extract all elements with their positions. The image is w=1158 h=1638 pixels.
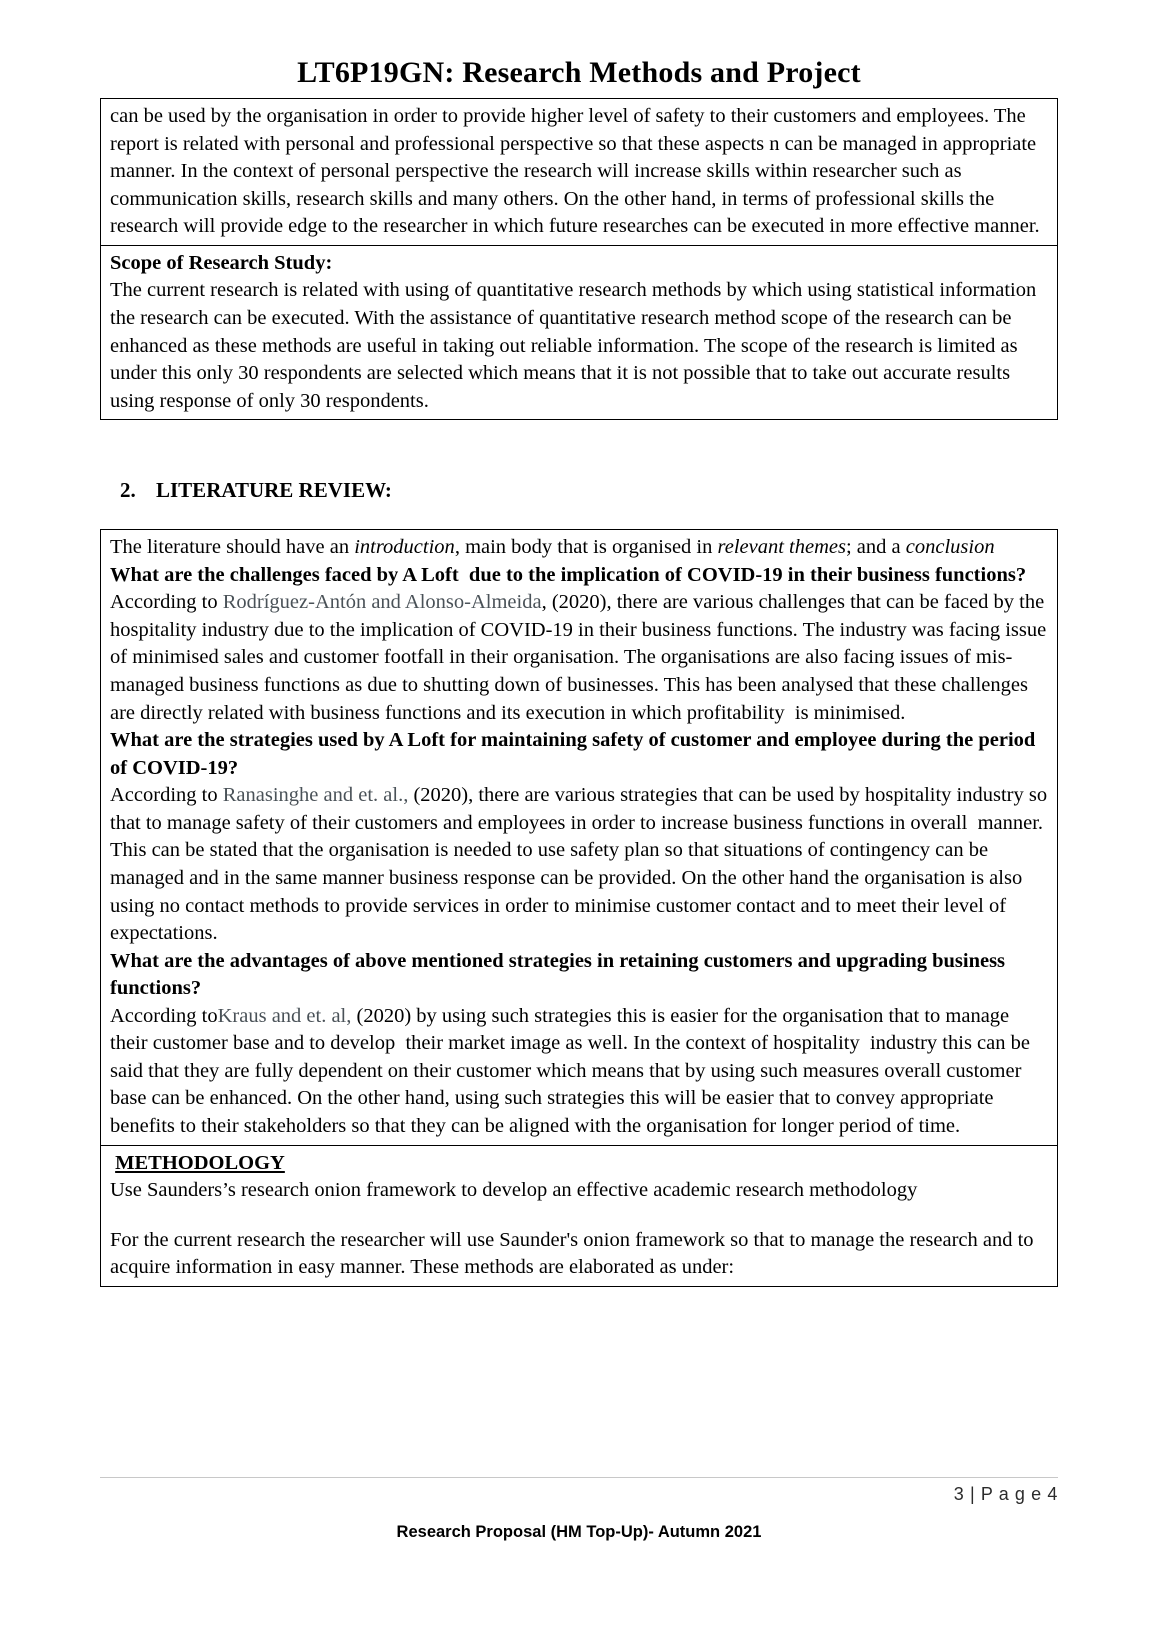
answer-3-prefix: According to	[110, 1004, 218, 1027]
question-2: What are the strategies used by A Loft for maintaining safety of customer and employee during the period of COVID-19?	[110, 729, 1041, 779]
footer-divider	[100, 1477, 1058, 1478]
footer-separator: |	[969, 1484, 976, 1504]
document-content	[0, 98, 1158, 1287]
guidance-part-2: , main body that is organised in	[454, 536, 718, 559]
answer-3	[110, 1003, 1049, 1141]
answer-1	[110, 589, 1052, 727]
intro-scope-box	[100, 98, 1058, 420]
citation-rodriguez-anton: Rodríguez-Antón and Alonso-Almeida	[222, 591, 542, 614]
literature-body-cell	[101, 530, 1057, 1145]
literature-review-number: 2.	[120, 478, 136, 503]
methodology-heading: METHODOLOGY	[115, 1151, 285, 1174]
footer-page-number: 3	[953, 1484, 965, 1504]
question-1: What are the challenges faced by A Loft due to the implication of COVID-19 in their business functions?	[110, 563, 1027, 586]
question-3: What are the advantages of above mentioned strategies in retaining customers and upgrading business functions?	[110, 949, 1011, 1000]
methodology-heading-wrap	[110, 1150, 1049, 1178]
continued-paragraph-cell	[101, 99, 1057, 246]
page-footer	[100, 1477, 1058, 1542]
methodology-cell	[101, 1146, 1057, 1286]
methodology-spacer	[110, 1205, 1049, 1227]
guidance-italic-relevant-themes: relevant themes	[717, 536, 846, 559]
answer-1-body: , (2020), there are various challenges that can be faced by the hospitality industry due to the implication of COVID-19 in their business functions. The industry was facing issue of minimised sales and customer footfall in their organisation. The organisations are also facing issues of mis-managed business functions as due to shutting down of businesses. This has been analysed that these challenges are directly related with business functions and its execution in which profitability is minimised.	[110, 591, 1052, 724]
answer-1-prefix: According to	[110, 591, 223, 614]
footer-page-word: P a g e	[980, 1484, 1042, 1504]
literature-review-box	[100, 529, 1058, 1287]
guidance-italic-introduction: introduction	[354, 536, 455, 559]
continued-paragraph: can be used by the organisation in order to provide higher level of safety to their customers and employees. The report is related with personal and professional perspective so that these aspects n can be managed in appropriate manner. In the context of personal perspective the research will increase skills within researcher such as communication skills, research skills and many others. On the other hand, in terms of professional skills the research will provide edge to the researcher in which future researches can be executed in more effective manner.	[110, 105, 1042, 238]
scope-paragraph: The current research is related with using of quantitative research methods by which using statistical information the research can be executed. With the assistance of quantitative research method scope of the research can be enhanced as these methods are useful in taking out reliable information. The scope of the research is limited as under this only 30 respondents are selected which means that it is not possible that to take out accurate results using response of only 30 respondents.	[110, 279, 1042, 412]
citation-ranasinghe: Ranasinghe and et. al.,	[222, 784, 409, 807]
footer-trailing-number: 4	[1047, 1484, 1058, 1504]
answer-2-prefix: According to	[110, 784, 223, 807]
answer-2	[110, 782, 1053, 947]
methodology-paragraph: For the current research the researcher will use Saunder's onion framework so that to manage the research and to acquire information in easy manner. These methods are elaborated as under:	[110, 1228, 1039, 1279]
literature-guidance	[110, 534, 1049, 562]
footer-page-indicator	[100, 1484, 1058, 1505]
scope-heading: Scope of Research Study:	[110, 251, 333, 274]
scope-cell	[101, 246, 1057, 419]
guidance-part-3: ; and a	[845, 536, 906, 559]
footer-center-text: Research Proposal (HM Top-Up)- Autumn 2021	[396, 1523, 762, 1541]
answer-3-body: (2020) by using such strategies this is easier for the organisation that to manage their customer base and to develop their market image as well. In the context of hospitality industry this can be said that they are fully dependent on their customer which means that by using such measures overall customer base can be enhanced. On the other hand, using such strategies this will be easier that to convey appropriate benefits to their stakeholders so that they can be aligned with the organisation for longer period of time.	[110, 1004, 1036, 1137]
methodology-instruction: Use Saunders’s research onion framework to develop an effective academic research methodology	[110, 1179, 918, 1202]
literature-review-label: LITERATURE REVIEW:	[156, 478, 392, 503]
literature-review-heading	[100, 478, 1058, 503]
guidance-italic-conclusion: conclusion	[905, 536, 995, 559]
guidance-part-1: The literature should have an	[110, 536, 355, 559]
page-title: LT6P19GN: Research Methods and Project	[297, 56, 861, 89]
answer-2-body: (2020), there are various strategies that can be used by hospitality industry so that to manage safety of their customers and employees in order to increase business functions in overall manner. This can be stated that the organisation is needed to use safety plan so that situations of contingency can be managed and in the same manner business response can be provided. On the other hand the organisation is also using no contact methods to provide services in order to minimise customer contact and to meet their level of expectations.	[110, 784, 1053, 945]
citation-kraus: Kraus and et. al,	[217, 1004, 352, 1027]
